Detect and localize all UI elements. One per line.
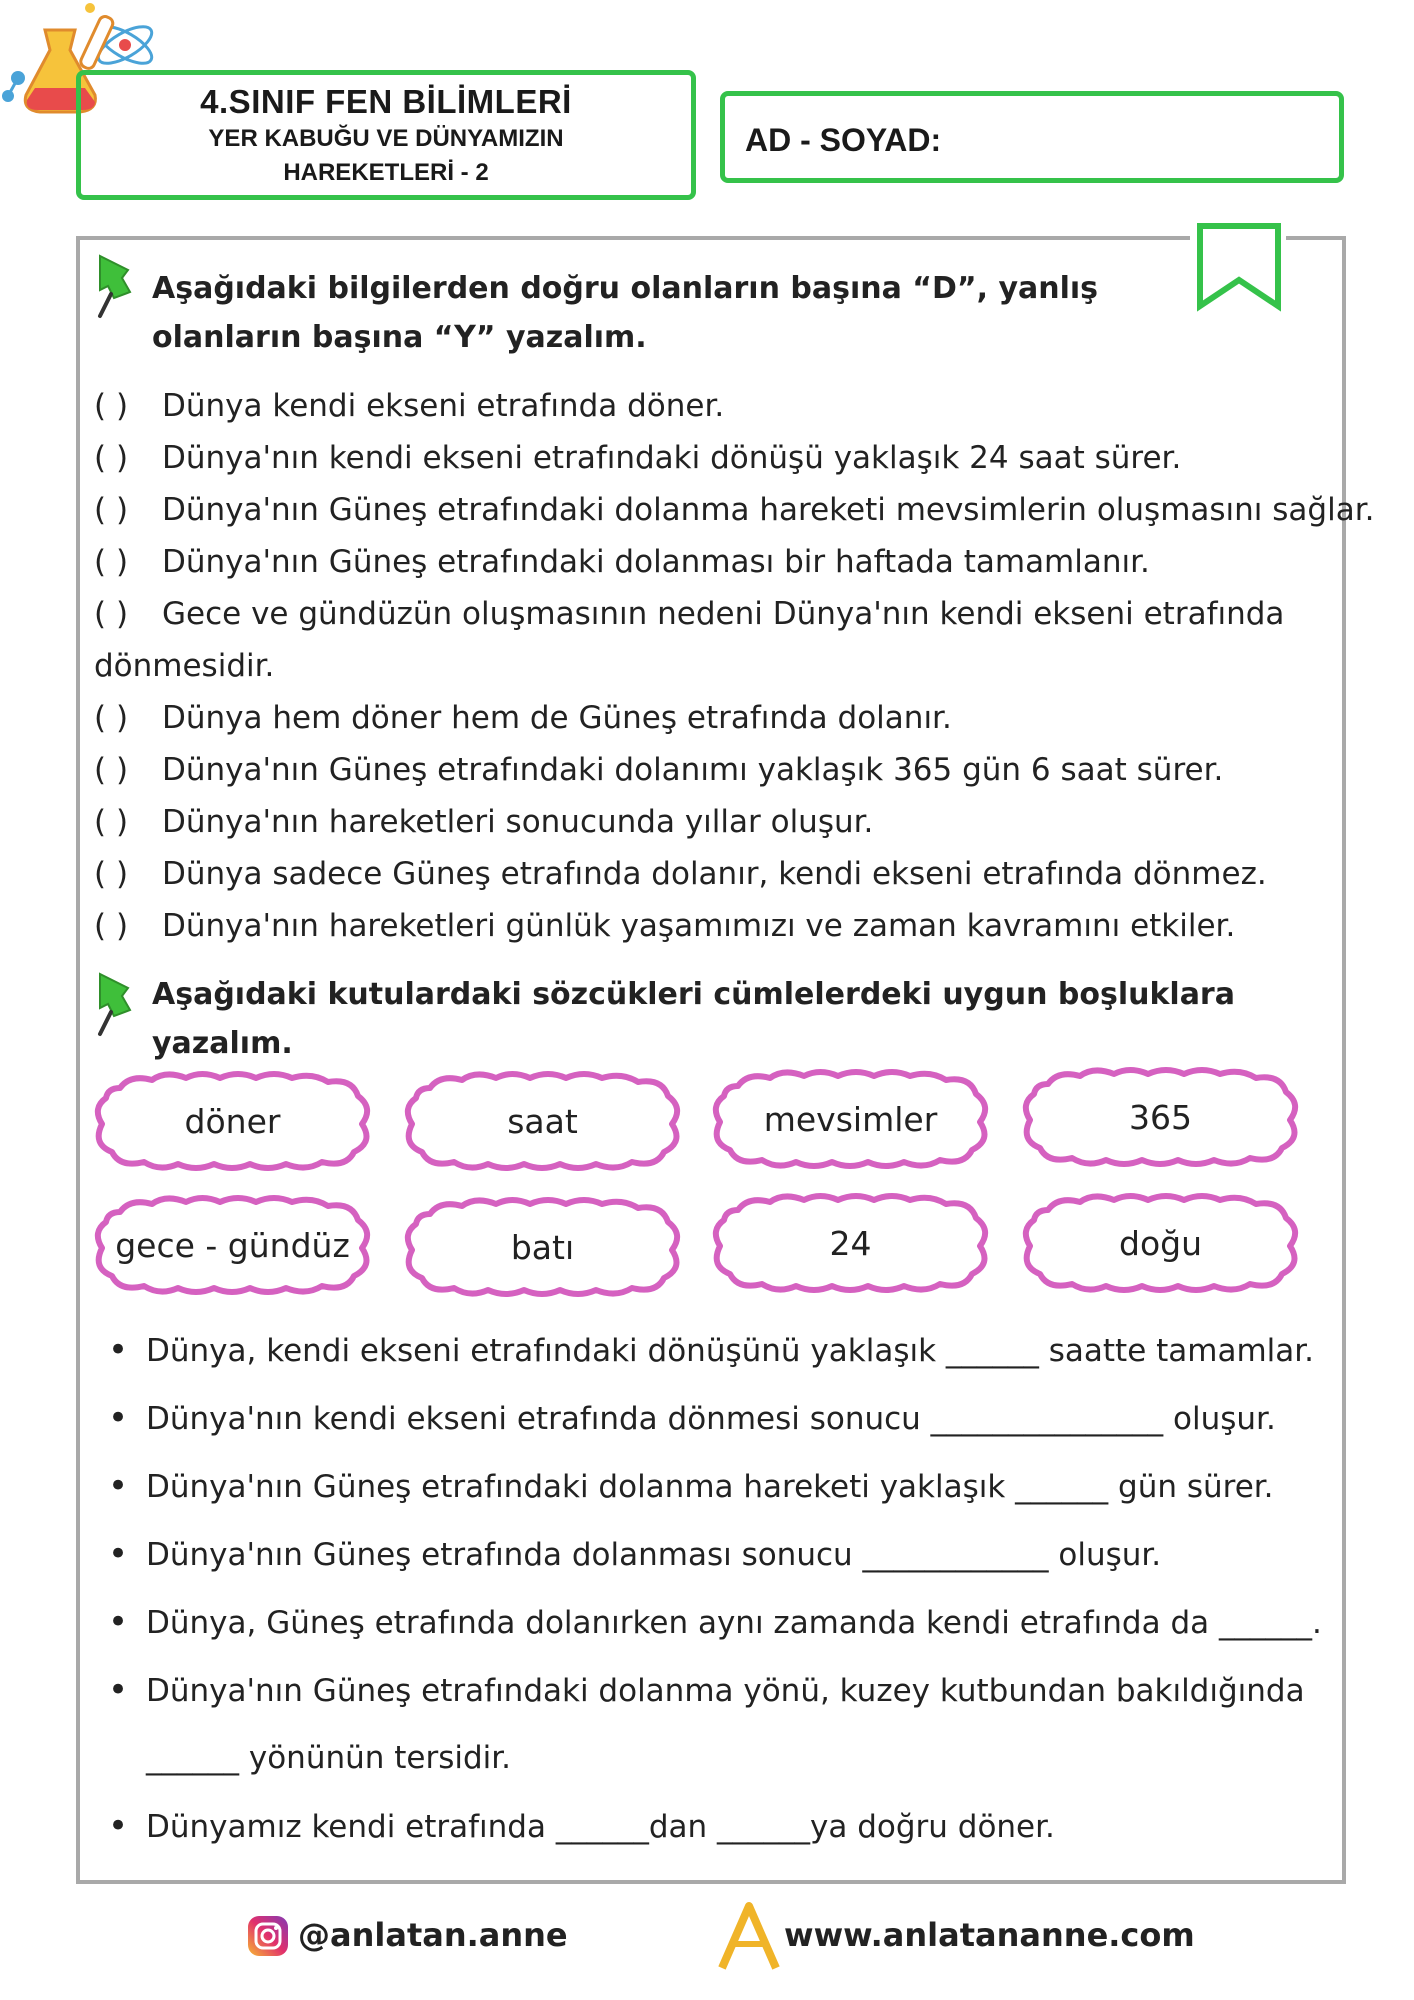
statement-item[interactable]	[94, 744, 1324, 796]
statement-item[interactable]	[94, 692, 1324, 744]
statement-text: Dünya'nın kendi ekseni etrafındaki dönüşü yaklaşık 24 saat sürer.	[162, 440, 1182, 476]
word-box-label: mevsimler	[763, 1099, 938, 1139]
statement-item[interactable]	[94, 796, 1324, 848]
instagram-handle[interactable]: @anlatan.anne	[298, 1916, 568, 1954]
word-box	[1018, 1064, 1303, 1170]
statement-text: Dünya'nın hareketleri sonucunda yıllar oluşur.	[162, 804, 874, 840]
word-box	[400, 1068, 685, 1174]
statement-continuation: dönmesidir.	[94, 648, 275, 684]
statement-item[interactable]	[94, 432, 1324, 484]
statement-text: Gece ve gündüzün oluşmasının nedeni Dünya'nın kendi ekseni etrafında	[162, 596, 1285, 632]
bookmark-icon	[1196, 222, 1282, 312]
answer-paren[interactable]: ( )	[94, 492, 129, 528]
word-box	[708, 1190, 993, 1296]
worksheet-subtitle-line2: HAREKETLERİ - 2	[283, 159, 489, 186]
word-box	[1018, 1190, 1303, 1296]
section1-heading-line2: olanların başına “Y” yazalım.	[152, 320, 647, 355]
word-box-label: saat	[507, 1101, 578, 1141]
website-link[interactable]: www.anlatananne.com	[784, 1916, 1195, 1954]
statement-item[interactable]	[94, 848, 1324, 900]
statement-item[interactable]	[94, 380, 1324, 432]
answer-paren[interactable]: ( )	[94, 596, 129, 632]
word-box-label: gece - gündüz	[115, 1225, 350, 1265]
statement-text: Dünya'nın Güneş etrafındaki dolanması bir haftada tamamlanır.	[162, 544, 1150, 580]
answer-paren[interactable]: ( )	[94, 752, 129, 788]
answer-paren[interactable]: ( )	[94, 544, 129, 580]
fill-sentence-text: Dünyamız kendi etrafında ______dan ______ya doğru döner.	[146, 1809, 1055, 1845]
answer-paren[interactable]: ( )	[94, 700, 129, 736]
fill-sentence[interactable]: • Dünya'nın Güneş etrafındaki dolanma hareketi yaklaşık ______ gün sürer.	[108, 1466, 1274, 1506]
fill-sentence[interactable]: • Dünya, kendi ekseni etrafındaki dönüşünü yaklaşık ______ saatte tamamlar.	[108, 1330, 1315, 1370]
pushpin-icon	[92, 970, 140, 1038]
word-box	[400, 1194, 685, 1300]
fill-sentence[interactable]: • Dünyamız kendi etrafında ______dan ______ya doğru döner.	[108, 1806, 1055, 1846]
statement-item[interactable]	[94, 588, 1324, 640]
fill-sentence[interactable]: • Dünya'nın Güneş etrafındaki dolanma yönü, kuzey kutbundan bakıldığında	[108, 1670, 1305, 1710]
section1-heading-line1: Aşağıdaki bilgilerden doğru olanların başına “D”, yanlış	[152, 271, 1099, 306]
fill-sentence-continuation[interactable]: ______ yönünün tersidir.	[146, 1740, 512, 1776]
fill-sentence[interactable]: • Dünya'nın kendi ekseni etrafında dönmesi sonucu _______________ oluşur.	[108, 1398, 1276, 1438]
word-box-label: doğu	[1119, 1223, 1202, 1263]
fill-sentence-text: Dünya, kendi ekseni etrafındaki dönüşünü yaklaşık ______ saatte tamamlar.	[146, 1333, 1315, 1369]
fill-sentence-text: Dünya'nın kendi ekseni etrafında dönmesi sonucu _______________ oluşur.	[146, 1401, 1276, 1437]
fill-sentence-text: Dünya'nın Güneş etrafında dolanması sonucu ____________ oluşur.	[146, 1537, 1162, 1573]
pushpin-icon	[92, 252, 140, 320]
fill-sentence-text: Dünya'nın Güneş etrafındaki dolanma hareketi yaklaşık ______ gün sürer.	[146, 1469, 1274, 1505]
statement-text: Dünya'nın Güneş etrafındaki dolanımı yaklaşık 365 gün 6 saat sürer.	[162, 752, 1224, 788]
answer-paren[interactable]: ( )	[94, 804, 129, 840]
word-box-label: döner	[184, 1101, 281, 1141]
fill-sentence[interactable]: • Dünya, Güneş etrafında dolanırken aynı zamanda kendi etrafında da ______.	[108, 1602, 1322, 1642]
worksheet-title-box	[76, 70, 696, 200]
statement-item[interactable]	[94, 484, 1375, 536]
section2-heading-line1: Aşağıdaki kutulardaki sözcükleri cümlelerdeki uygun boşluklara	[152, 977, 1235, 1012]
statement-item[interactable]	[94, 900, 1324, 952]
fill-sentence[interactable]: • Dünya'nın Güneş etrafında dolanması sonucu ____________ oluşur.	[108, 1534, 1162, 1574]
answer-paren[interactable]: ( )	[94, 388, 129, 424]
statement-text: Dünya hem döner hem de Güneş etrafında dolanır.	[162, 700, 952, 736]
name-field[interactable]	[720, 91, 1344, 183]
answer-paren[interactable]: ( )	[94, 908, 129, 944]
logo-a-icon	[716, 1900, 782, 1972]
worksheet-title: 4.SINIF FEN BİLİMLERİ	[200, 83, 572, 120]
word-box	[90, 1192, 375, 1298]
statement-item[interactable]	[94, 536, 1324, 588]
name-field-label: AD - SOYAD:	[745, 122, 942, 158]
section2-heading-line2: yazalım.	[152, 1026, 293, 1061]
word-box-label: 365	[1129, 1097, 1192, 1137]
word-box	[90, 1068, 375, 1174]
word-box	[708, 1066, 993, 1172]
statement-text: Dünya'nın hareketleri günlük yaşamımızı ve zaman kavramını etkiler.	[162, 908, 1236, 944]
worksheet-subtitle-line1: YER KABUĞU VE DÜNYAMIZIN	[208, 125, 564, 152]
statement-text: Dünya kendi ekseni etrafında döner.	[162, 388, 725, 424]
fill-sentence-text: Dünya, Güneş etrafında dolanırken aynı zamanda kendi etrafında da ______.	[146, 1605, 1322, 1641]
word-box-label: batı	[510, 1227, 575, 1267]
answer-paren[interactable]: ( )	[94, 856, 129, 892]
statement-text: Dünya'nın Güneş etrafındaki dolanma hareketi mevsimlerin oluşmasını sağlar.	[162, 492, 1375, 528]
statement-text: Dünya sadece Güneş etrafında dolanır, kendi ekseni etrafında dönmez.	[162, 856, 1267, 892]
answer-paren[interactable]: ( )	[94, 440, 129, 476]
instagram-icon	[246, 1914, 290, 1958]
word-box-label: 24	[829, 1223, 872, 1263]
fill-sentence-text: Dünya'nın Güneş etrafındaki dolanma yönü, kuzey kutbundan bakıldığında	[146, 1673, 1305, 1709]
